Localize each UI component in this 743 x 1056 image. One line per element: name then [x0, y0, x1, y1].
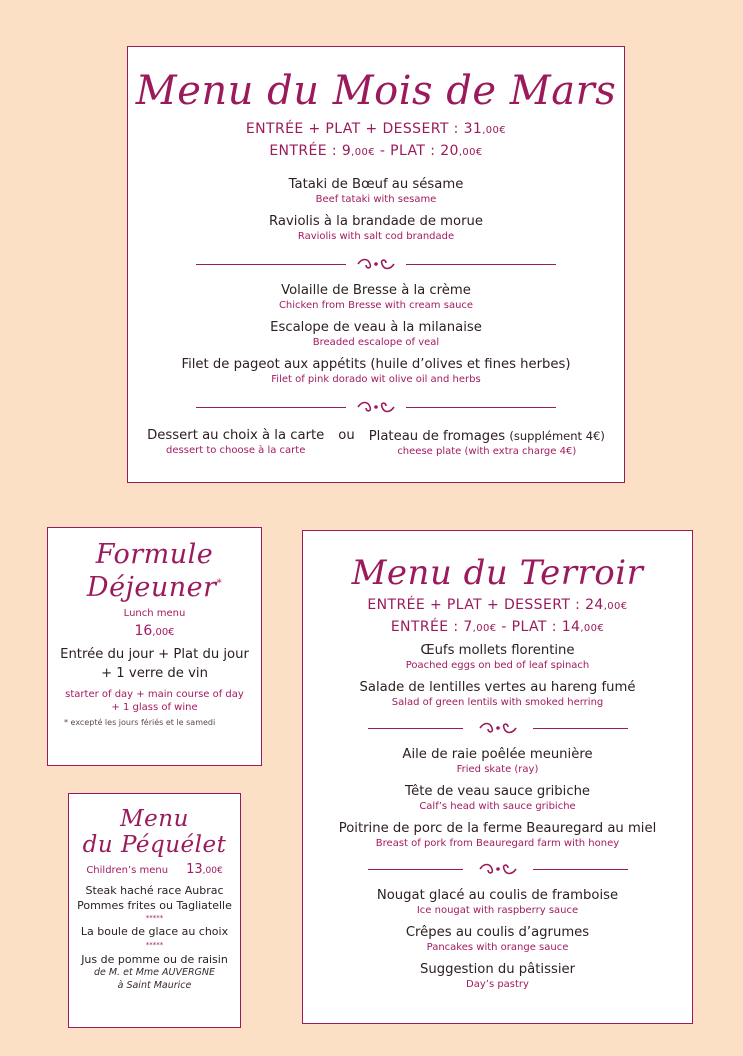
divider-line [196, 264, 346, 265]
terroir-mains [303, 747, 692, 850]
flourish-icon [476, 719, 520, 737]
mars-desserts [128, 428, 624, 458]
dish-name: Nougat glacé au coulis de framboise [376, 888, 619, 903]
dish-translation: cheese plate (with extra charge 4€) [397, 446, 577, 457]
dish-name-cheese [369, 428, 605, 445]
pequelet-item1-line1: Steak haché race Aubrac [85, 884, 224, 897]
divider-line [533, 728, 628, 729]
divider-line [533, 869, 628, 870]
dish-translation: Filet of pink dorado wit olive oil and herbs [271, 374, 481, 385]
flourish-icon [354, 398, 398, 416]
terroir-price-full [303, 597, 692, 613]
terroir-price-full-cents: ,00€ [603, 601, 628, 612]
pequelet-price-cents: ,00€ [202, 866, 223, 876]
dish-translation: Breast of pork from Beauregard farm with honey [375, 838, 620, 849]
formule-desc-line1: Entrée du jour + Plat du jour [60, 647, 249, 662]
flourish-icon [354, 255, 398, 273]
formule-dejeuner-card [47, 527, 262, 766]
dish-name: Filet de pageot aux appétits (huile d’olives et fines herbes) [181, 357, 571, 372]
flourish-icon [476, 860, 520, 878]
divider-line [406, 407, 556, 408]
dish-translation: Day’s pastry [466, 979, 529, 990]
pequelet-title [69, 806, 240, 858]
mars-price-entree-cents: ,00€ [351, 147, 376, 158]
dish-translation: Fried skate (ray) [456, 764, 539, 775]
mars-price-full-cents: ,00€ [482, 125, 507, 136]
formule-en-line2: + 1 glass of wine [111, 702, 198, 713]
dish-name: Escalope de veau à la milanaise [270, 320, 482, 335]
terroir-price-full-label: ENTRÉE + PLAT + DESSERT : 24 [367, 597, 604, 613]
formule-title-line1: Formule [95, 539, 214, 570]
dish-translation: Calf’s head with sauce gribiche [419, 801, 576, 812]
pequelet-subtitle: Children’s menu [86, 865, 169, 876]
dessert-choice [147, 428, 324, 457]
pequelet-price-row [69, 862, 240, 877]
pequelet-item1 [69, 883, 240, 913]
dish-name: Plateau de fromages [368, 429, 506, 444]
menu-terroir-title: Menu du Terroir [351, 553, 644, 593]
divider-line [368, 728, 463, 729]
dish-translation: dessert to choose à la carte [166, 445, 306, 456]
pequelet-item2: La boule de glace au choix [80, 925, 229, 938]
divider-line [196, 407, 346, 408]
dish-translation: Beef tataki with sesame [315, 194, 437, 205]
terroir-starters [303, 643, 692, 709]
formule-en-line1: starter of day + main course of day [65, 689, 244, 700]
pequelet-item1-line2: Pommes frites ou Tagliatelle [77, 899, 232, 912]
dish-name: Œufs mollets florentine [420, 643, 575, 658]
formule-footnote: * excepté les jours fériés et le samedi [64, 718, 216, 727]
pequelet-stars: ***** [145, 914, 164, 922]
pequelet-origin-line1: de M. et Mme AUVERGNE [93, 967, 216, 978]
ornament-divider [368, 860, 628, 880]
mars-price-sep: - [375, 143, 391, 159]
dish-translation: Poached eggs on bed of leaf spinach [405, 660, 590, 671]
terroir-price-split [303, 619, 692, 635]
pequelet-title-line1: Menu [120, 806, 189, 832]
formule-price [48, 623, 261, 639]
menu-pequelet-card [68, 793, 241, 1028]
pequelet-title-line2: du Péquélet [82, 832, 227, 858]
dish-name: Raviolis à la brandade de morue [269, 214, 483, 229]
dish-name: Salade de lentilles vertes au hareng fumé [359, 680, 636, 695]
formule-title-asterisk: * [216, 578, 223, 589]
formule-title-word: Déjeuner [86, 572, 217, 603]
pequelet-origin [69, 966, 240, 992]
formule-desc-line2: + 1 verre de vin [101, 666, 208, 681]
pequelet-price [186, 862, 223, 877]
mars-price-entree: ENTRÉE : 9 [269, 143, 352, 159]
divider-line [406, 264, 556, 265]
dish-name: Aile de raie poêlée meunière [402, 747, 593, 762]
mars-price-plat-cents: ,00€ [458, 147, 483, 158]
dessert-or: ou [338, 428, 355, 443]
pequelet-origin-line2: à Saint Maurice [117, 980, 192, 991]
mars-price-split [128, 143, 624, 159]
dish-name: Tataki de Bœuf au sésame [288, 177, 464, 192]
formule-title-line2 [48, 569, 261, 602]
dish-name: Poitrine de porc de la ferme Beauregard au miel [338, 821, 657, 836]
formule-subtitle: Lunch menu [123, 608, 186, 619]
dish-translation: Breaded escalope of veal [312, 337, 440, 348]
dish-name: Suggestion du pâtissier [419, 962, 576, 977]
cheese-choice [369, 428, 605, 458]
menu-mars-title: Menu du Mois de Mars [135, 68, 617, 114]
mars-starters [128, 177, 624, 243]
dish-translation: Raviolis with salt cod brandade [297, 231, 455, 242]
terroir-desserts [303, 888, 692, 991]
dish-translation: Salad of green lentils with smoked herring [391, 697, 604, 708]
dish-name: Crêpes au coulis d’agrumes [405, 925, 590, 940]
mars-price-plat: PLAT : 20 [390, 143, 459, 159]
terroir-price-plat: PLAT : 14 [511, 619, 581, 635]
formule-title [48, 540, 261, 602]
ornament-divider [368, 719, 628, 739]
dish-name: Tête de veau sauce gribiche [404, 784, 591, 799]
divider-line [368, 869, 463, 870]
menu-terroir-card [302, 530, 693, 1024]
formule-price-main: 16 [134, 623, 153, 639]
ornament-divider [196, 255, 556, 275]
mars-price-full [128, 121, 624, 137]
pequelet-stars: ***** [145, 941, 164, 949]
dish-name: Volaille de Bresse à la crème [281, 283, 471, 298]
mars-mains [128, 283, 624, 386]
terroir-price-entree: ENTRÉE : 7 [390, 619, 473, 635]
terroir-price-sep: - [496, 619, 512, 635]
pequelet-price-main: 13 [186, 862, 203, 877]
dish-translation: Ice nougat with raspberry sauce [416, 905, 579, 916]
pequelet-item3: Jus de pomme ou de raisin [81, 953, 228, 966]
cheese-supplement: (supplément 4€) [509, 429, 605, 443]
terroir-price-plat-cents: ,00€ [580, 623, 605, 634]
menu-mars-card [127, 46, 625, 483]
dish-translation: Pancakes with orange sauce [426, 942, 569, 953]
dish-name: Dessert au choix à la carte [147, 428, 325, 443]
ornament-divider [196, 398, 556, 418]
formule-price-cents: ,00€ [152, 627, 175, 638]
mars-price-full-label: ENTRÉE + PLAT + DESSERT : 31 [245, 121, 483, 137]
dish-translation: Chicken from Bresse with cream sauce [278, 300, 474, 311]
terroir-price-entree-cents: ,00€ [472, 623, 497, 634]
